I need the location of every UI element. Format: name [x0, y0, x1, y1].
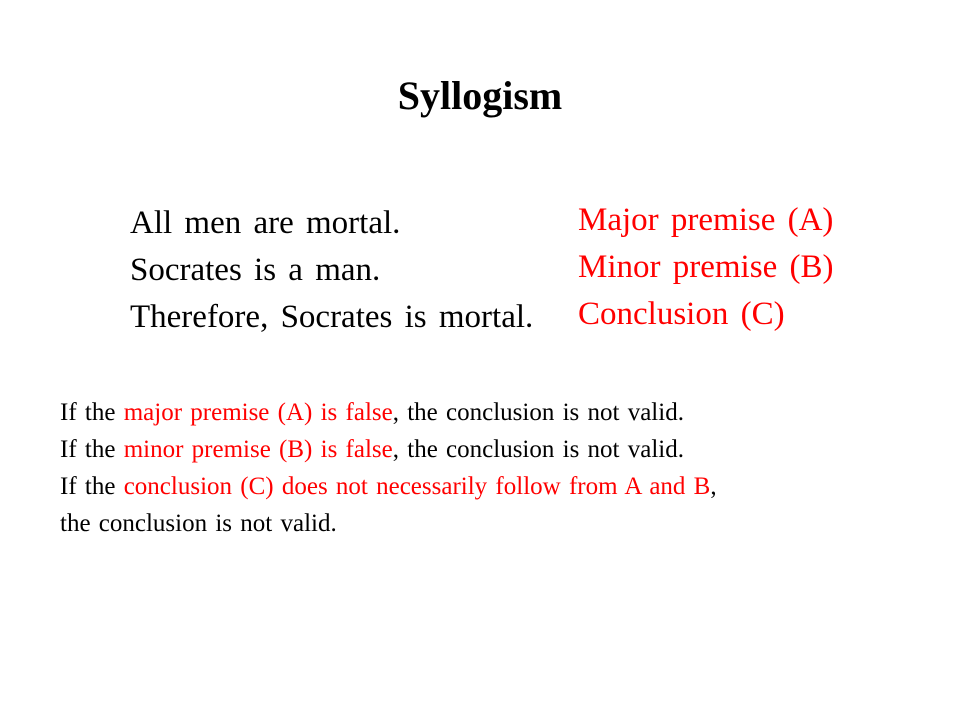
- note-highlight: minor premise (B) is false: [123, 436, 393, 463]
- note-text: If the: [60, 473, 124, 500]
- syllogism-line-conclusion: Therefore, Socrates is mortal.: [130, 299, 534, 335]
- label-minor-premise: Minor premise (B): [578, 249, 834, 285]
- note-highlight: conclusion (C) does not necessarily follow from A and B: [123, 473, 711, 500]
- validity-notes: [60, 394, 717, 542]
- note-conclusion: [60, 468, 717, 505]
- note-major-premise: [60, 394, 717, 431]
- note-text: the conclusion is not valid.: [60, 510, 337, 537]
- note-text: If the: [60, 436, 124, 463]
- label-conclusion: Conclusion (C): [578, 296, 785, 332]
- slide-title: Syllogism: [397, 73, 563, 118]
- label-major-premise: Major premise (A): [578, 202, 834, 238]
- note-text: , the conclusion is not valid.: [392, 399, 684, 426]
- note-text: If the: [60, 399, 124, 426]
- syllogism-line-major: All men are mortal.: [130, 205, 401, 241]
- note-conclusion-continued: [60, 505, 717, 542]
- note-highlight: major premise (A) is false: [123, 399, 393, 426]
- syllogism-statements: [130, 200, 533, 341]
- premise-labels: [578, 197, 833, 338]
- note-minor-premise: [60, 431, 717, 468]
- syllogism-line-minor: Socrates is a man.: [130, 252, 381, 288]
- note-text: , the conclusion is not valid.: [392, 436, 684, 463]
- note-text: ,: [710, 473, 717, 500]
